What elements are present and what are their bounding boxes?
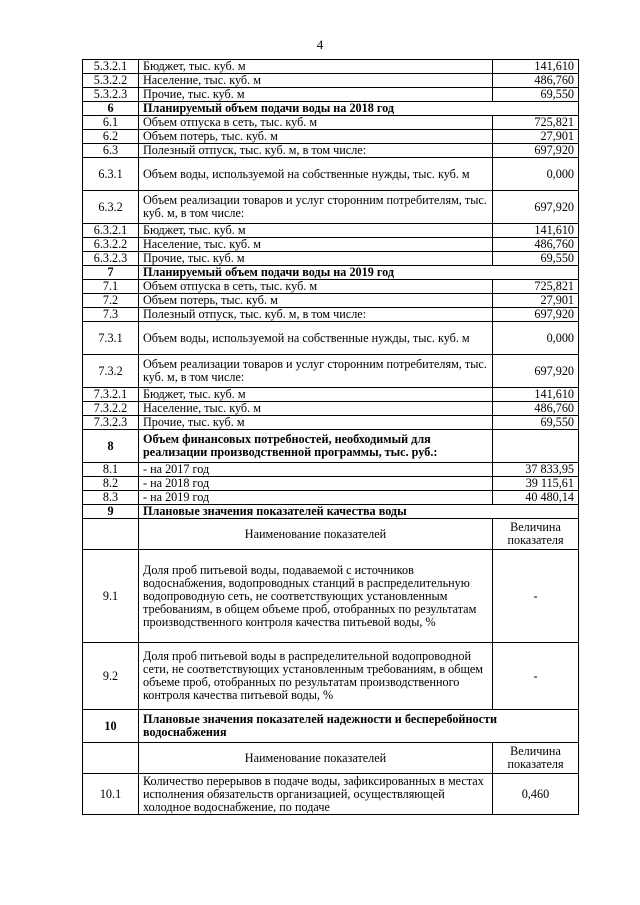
row-label: Объем воды, используемой на собственные нужды, тыс. куб. м	[139, 158, 493, 191]
section-row	[83, 430, 579, 463]
row-value: 69,550	[493, 252, 579, 266]
row-value: -	[493, 550, 579, 643]
row-number: 7.3	[83, 308, 139, 322]
row-label: Прочие, тыс. куб. м	[139, 88, 493, 102]
section-title: Планируемый объем подачи воды на 2018 год	[139, 102, 579, 116]
section-title: Объем финансовых потребностей, необходимый для реализации производственной программы, тыс. руб.:	[139, 430, 493, 463]
row-label: Объем потерь, тыс. куб. м	[139, 130, 493, 144]
row-number: 9.1	[83, 550, 139, 643]
section-title: Плановые значения показателей надежности и бесперебойности водоснабжения	[139, 710, 579, 743]
table-row	[83, 191, 579, 224]
table-row	[83, 294, 579, 308]
row-value: 141,610	[493, 388, 579, 402]
program-table	[82, 59, 579, 815]
section-title: Плановые значения показателей качества воды	[139, 505, 579, 519]
row-value: 486,760	[493, 238, 579, 252]
row-label: Население, тыс. куб. м	[139, 238, 493, 252]
table-row	[83, 643, 579, 710]
row-label: Объем отпуска в сеть, тыс. куб. м	[139, 280, 493, 294]
row-value: 0,460	[493, 774, 579, 815]
row-value: 37 833,95	[493, 463, 579, 477]
column-header-value: Величина показателя	[493, 519, 579, 550]
section-row	[83, 102, 579, 116]
row-number: 7.1	[83, 280, 139, 294]
section-number: 7	[83, 266, 139, 280]
row-label: Прочие, тыс. куб. м	[139, 416, 493, 430]
column-header-row	[83, 743, 579, 774]
row-number: 7.3.2.2	[83, 402, 139, 416]
row-label: Население, тыс. куб. м	[139, 74, 493, 88]
row-number: 7.3.2.1	[83, 388, 139, 402]
row-label: Объем реализации товаров и услуг сторонним потребителям, тыс. куб. м, в том числе:	[139, 191, 493, 224]
row-value: 27,901	[493, 130, 579, 144]
table-row	[83, 238, 579, 252]
row-value: 69,550	[493, 88, 579, 102]
row-value: 39 115,61	[493, 477, 579, 491]
row-label: Объем отпуска в сеть, тыс. куб. м	[139, 116, 493, 130]
section-row	[83, 266, 579, 280]
table-row	[83, 224, 579, 238]
row-number: 6.3.2.3	[83, 252, 139, 266]
row-label: Объем реализации товаров и услуг сторонним потребителям, тыс. куб. м, в том числе:	[139, 355, 493, 388]
section-number: 6	[83, 102, 139, 116]
column-header-name: Наименование показателей	[139, 743, 493, 774]
row-value: 486,760	[493, 74, 579, 88]
row-number: 8.1	[83, 463, 139, 477]
row-label: Объем воды, используемой на собственные нужды, тыс. куб. м	[139, 322, 493, 355]
row-value: 697,920	[493, 191, 579, 224]
table-row	[83, 308, 579, 322]
table-row	[83, 280, 579, 294]
row-number: 7.3.2	[83, 355, 139, 388]
row-number: 6.3.1	[83, 158, 139, 191]
row-value: 141,610	[493, 224, 579, 238]
row-value: 40 480,14	[493, 491, 579, 505]
row-number: 6.3	[83, 144, 139, 158]
row-number: 6.3.2	[83, 191, 139, 224]
table-row	[83, 130, 579, 144]
row-number: 6.2	[83, 130, 139, 144]
table-row	[83, 60, 579, 74]
row-label: Полезный отпуск, тыс. куб. м, в том числе:	[139, 308, 493, 322]
empty-cell	[83, 519, 139, 550]
section-row	[83, 505, 579, 519]
section-number: 8	[83, 430, 139, 463]
table-row	[83, 477, 579, 491]
section-number: 10	[83, 710, 139, 743]
row-value: 725,821	[493, 116, 579, 130]
row-number: 6.3.2.1	[83, 224, 139, 238]
section-title: Планируемый объем подачи воды на 2019 год	[139, 266, 579, 280]
table-row	[83, 88, 579, 102]
table-row	[83, 252, 579, 266]
empty-cell	[493, 430, 579, 463]
row-label: Объем потерь, тыс. куб. м	[139, 294, 493, 308]
row-value: 697,920	[493, 355, 579, 388]
row-label: Население, тыс. куб. м	[139, 402, 493, 416]
row-number: 6.1	[83, 116, 139, 130]
row-value: 69,550	[493, 416, 579, 430]
row-label: Доля проб питьевой воды в распределительной водопроводной сети, не соответствующих установленным требованиям, в общем объеме проб, отобранных по результатам производственного контроля качества питьевой воды, %	[139, 643, 493, 710]
table-row	[83, 491, 579, 505]
column-header-row	[83, 519, 579, 550]
row-number: 5.3.2.2	[83, 74, 139, 88]
empty-cell	[83, 743, 139, 774]
row-number: 10.1	[83, 774, 139, 815]
section-number: 9	[83, 505, 139, 519]
table-row	[83, 158, 579, 191]
table-row	[83, 116, 579, 130]
row-label: - на 2017 год	[139, 463, 493, 477]
row-number: 8.2	[83, 477, 139, 491]
row-label: Прочие, тыс. куб. м	[139, 252, 493, 266]
row-number: 7.2	[83, 294, 139, 308]
table-row	[83, 463, 579, 477]
table-row	[83, 322, 579, 355]
row-number: 6.3.2.2	[83, 238, 139, 252]
table-row	[83, 416, 579, 430]
row-value: 0,000	[493, 322, 579, 355]
row-value: -	[493, 643, 579, 710]
table-row	[83, 774, 579, 815]
row-label: Полезный отпуск, тыс. куб. м, в том числе:	[139, 144, 493, 158]
row-value: 0,000	[493, 158, 579, 191]
row-value: 141,610	[493, 60, 579, 74]
section-row	[83, 710, 579, 743]
row-value: 697,920	[493, 308, 579, 322]
table-row	[83, 355, 579, 388]
row-value: 725,821	[493, 280, 579, 294]
row-value: 486,760	[493, 402, 579, 416]
table-row	[83, 550, 579, 643]
column-header-name: Наименование показателей	[139, 519, 493, 550]
row-number: 8.3	[83, 491, 139, 505]
row-label: Бюджет, тыс. куб. м	[139, 388, 493, 402]
row-value: 27,901	[493, 294, 579, 308]
row-label: - на 2019 год	[139, 491, 493, 505]
row-number: 7.3.2.3	[83, 416, 139, 430]
row-label: - на 2018 год	[139, 477, 493, 491]
table-row	[83, 402, 579, 416]
table-row	[83, 388, 579, 402]
row-label: Бюджет, тыс. куб. м	[139, 224, 493, 238]
table-row	[83, 144, 579, 158]
row-value: 697,920	[493, 144, 579, 158]
row-label: Количество перерывов в подаче воды, зафиксированных в местах исполнения обязательств организацией, осуществляющей холодное водоснабжение, по подаче	[139, 774, 493, 815]
table-row	[83, 74, 579, 88]
row-label: Бюджет, тыс. куб. м	[139, 60, 493, 74]
row-number: 9.2	[83, 643, 139, 710]
page-number: 4	[316, 37, 324, 52]
row-number: 5.3.2.3	[83, 88, 139, 102]
row-number: 5.3.2.1	[83, 60, 139, 74]
row-number: 7.3.1	[83, 322, 139, 355]
column-header-value: Величина показателя	[493, 743, 579, 774]
row-label: Доля проб питьевой воды, подаваемой с источников водоснабжения, водопроводных станций в распределительную водопроводную сеть, не соответствующих установленным требованиям, в общем объеме проб, отобранных по результатам производственного контроля качества питьевой воды, %	[139, 550, 493, 643]
